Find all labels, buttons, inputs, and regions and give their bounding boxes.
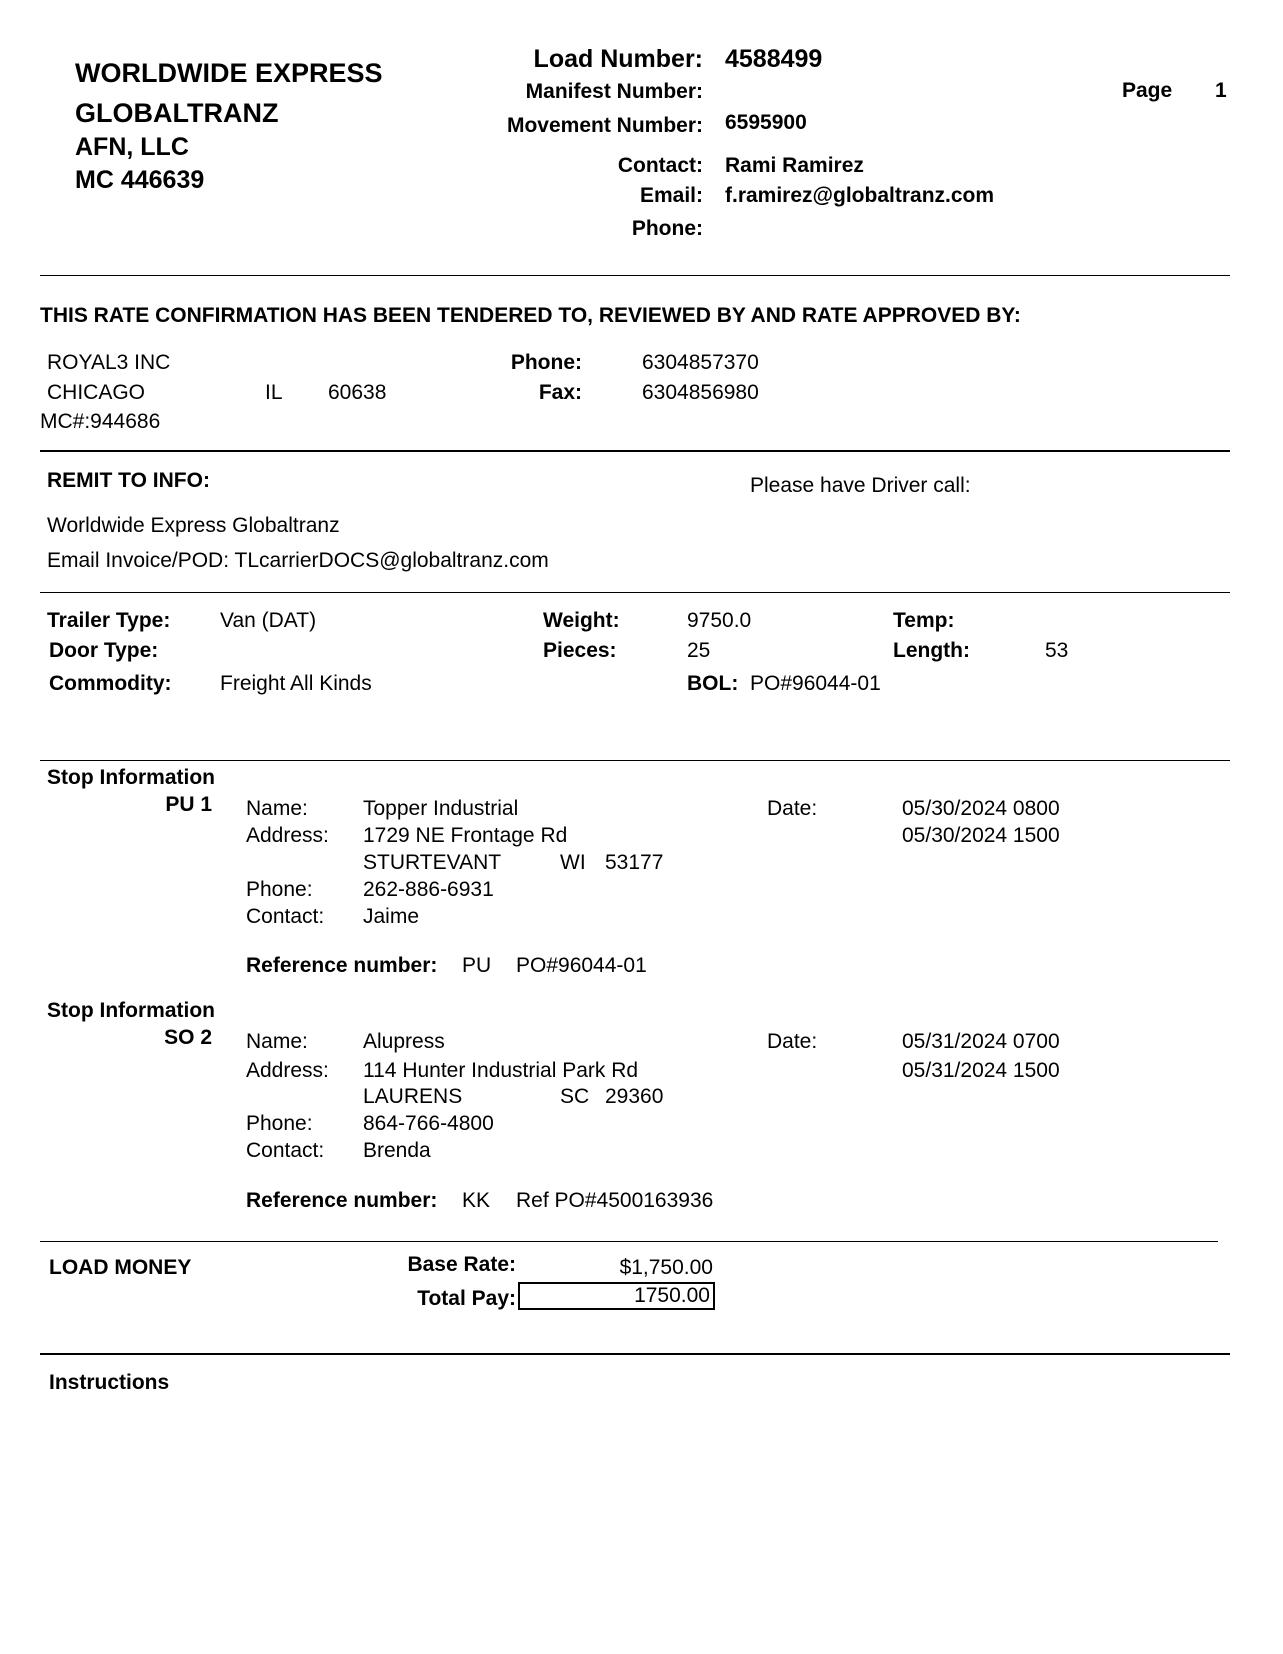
company-name-line1: WORLDWIDE EXPRESS <box>75 58 383 88</box>
carrier-name: ROYAL3 INC <box>47 351 171 374</box>
stop-heading: Stop Information <box>47 766 215 789</box>
commodity-value: Freight All Kinds <box>220 672 372 695</box>
remit-name: Worldwide Express Globaltranz <box>47 514 340 537</box>
stop-date-end: 05/31/2024 1500 <box>902 1059 1060 1082</box>
stop-date-label: Date: <box>767 1030 818 1053</box>
divider <box>40 592 1230 593</box>
stop-state: WI <box>560 851 586 874</box>
pieces-label: Pieces: <box>543 639 617 662</box>
load-number-label: Load Number: <box>533 45 703 73</box>
stop-state: SC <box>560 1085 590 1108</box>
bol-value: PO#96044-01 <box>750 672 881 695</box>
length-label: Length: <box>893 639 970 662</box>
driver-call-note: Please have Driver call: <box>750 474 971 497</box>
divider <box>40 1241 1218 1242</box>
base-rate-value: $1,750.00 <box>619 1256 713 1279</box>
stop-city: STURTEVANT <box>363 851 502 874</box>
remit-heading: REMIT TO INFO: <box>47 469 210 492</box>
company-name-line3: AFN, LLC <box>75 133 189 161</box>
load-number-value: 4588499 <box>725 45 823 73</box>
page-number: 1 <box>1215 79 1227 102</box>
stop-heading: Stop Information <box>47 999 215 1022</box>
phone-label: Phone: <box>631 217 703 240</box>
total-pay-box <box>518 1282 715 1310</box>
reference-value: Ref PO#4500163936 <box>516 1189 714 1212</box>
contact-label: Contact: <box>617 154 703 177</box>
door-type-label: Door Type: <box>49 639 159 662</box>
divider <box>40 275 1230 276</box>
stop-name-label: Name: <box>246 1030 308 1053</box>
stop-code: SO 2 <box>164 1026 212 1049</box>
trailer-type-label: Trailer Type: <box>47 609 171 632</box>
tender-heading: THIS RATE CONFIRMATION HAS BEEN TENDERED TO, REVIEWED BY AND RATE APPROVED BY: <box>40 304 1021 327</box>
divider <box>40 1353 1230 1355</box>
divider <box>40 760 1230 761</box>
reference-type: PU <box>462 954 492 977</box>
movement-number-label: Movement Number: <box>506 114 703 137</box>
weight-value: 9750.0 <box>687 609 752 632</box>
stop-contact-label: Contact: <box>246 1139 325 1162</box>
company-mc-number: MC 446639 <box>75 166 205 194</box>
manifest-number-label: Manifest Number: <box>525 80 703 103</box>
stop-address: 114 Hunter Industrial Park Rd <box>363 1059 639 1082</box>
carrier-state: IL <box>265 381 283 404</box>
stop-name-label: Name: <box>246 797 308 820</box>
stop-phone-label: Phone: <box>246 878 313 901</box>
stop-name: Topper Industrial <box>363 797 519 820</box>
carrier-city: CHICAGO <box>47 381 146 404</box>
stop-contact: Brenda <box>363 1139 431 1162</box>
carrier-phone: 6304857370 <box>642 351 759 374</box>
stop-address: 1729 NE Frontage Rd <box>363 824 568 847</box>
reference-label: Reference number: <box>246 954 438 977</box>
page-label: Page <box>1122 79 1173 102</box>
email-label: Email: <box>639 184 703 207</box>
contact-value: Rami Ramirez <box>725 154 864 177</box>
reference-label: Reference number: <box>246 1189 438 1212</box>
stop-zip: 29360 <box>605 1085 664 1108</box>
stop-contact-label: Contact: <box>246 905 325 928</box>
stop-phone-label: Phone: <box>246 1112 313 1135</box>
stop-date-end: 05/30/2024 1500 <box>902 824 1060 847</box>
temp-label: Temp: <box>893 609 955 632</box>
movement-number-value: 6595900 <box>725 111 807 134</box>
stop-phone: 864-766-4800 <box>363 1112 494 1135</box>
divider <box>40 450 1230 452</box>
stop-address-label: Address: <box>246 824 329 847</box>
total-pay-label: Total Pay: <box>417 1287 516 1310</box>
stop-date-start: 05/31/2024 0700 <box>902 1030 1060 1053</box>
stop-name: Alupress <box>363 1030 445 1053</box>
length-value: 53 <box>1045 639 1069 662</box>
instructions-heading: Instructions <box>49 1371 170 1394</box>
carrier-zip: 60638 <box>328 381 387 404</box>
stop-address-label: Address: <box>246 1059 329 1082</box>
stop-zip: 53177 <box>605 851 664 874</box>
reference-type: KK <box>462 1189 491 1212</box>
carrier-phone-label: Phone: <box>510 351 582 374</box>
pieces-value: 25 <box>687 639 711 662</box>
trailer-type-value: Van (DAT) <box>220 609 317 632</box>
total-pay-value: 1750.00 <box>634 1284 710 1307</box>
carrier-mc: MC#:944686 <box>40 410 161 433</box>
carrier-fax: 6304856980 <box>642 381 759 404</box>
weight-label: Weight: <box>543 609 620 632</box>
stop-contact: Jaime <box>363 905 420 928</box>
load-money-heading: LOAD MONEY <box>49 1256 192 1279</box>
stop-city: LAURENS <box>363 1085 463 1108</box>
stop-date-start: 05/30/2024 0800 <box>902 797 1060 820</box>
company-name-line2: GLOBALTRANZ <box>75 98 279 128</box>
carrier-fax-label: Fax: <box>538 381 582 404</box>
bol-label: BOL: <box>687 672 739 695</box>
email-value: f.ramirez@globaltranz.com <box>725 184 995 207</box>
base-rate-label: Base Rate: <box>407 1253 516 1276</box>
commodity-label: Commodity: <box>49 672 172 695</box>
remit-email-line: Email Invoice/POD: TLcarrierDOCS@globaltranz.com <box>47 549 549 572</box>
reference-value: PO#96044-01 <box>516 954 647 977</box>
stop-code: PU 1 <box>165 793 212 816</box>
stop-date-label: Date: <box>767 797 818 820</box>
stop-phone: 262-886-6931 <box>363 878 494 901</box>
